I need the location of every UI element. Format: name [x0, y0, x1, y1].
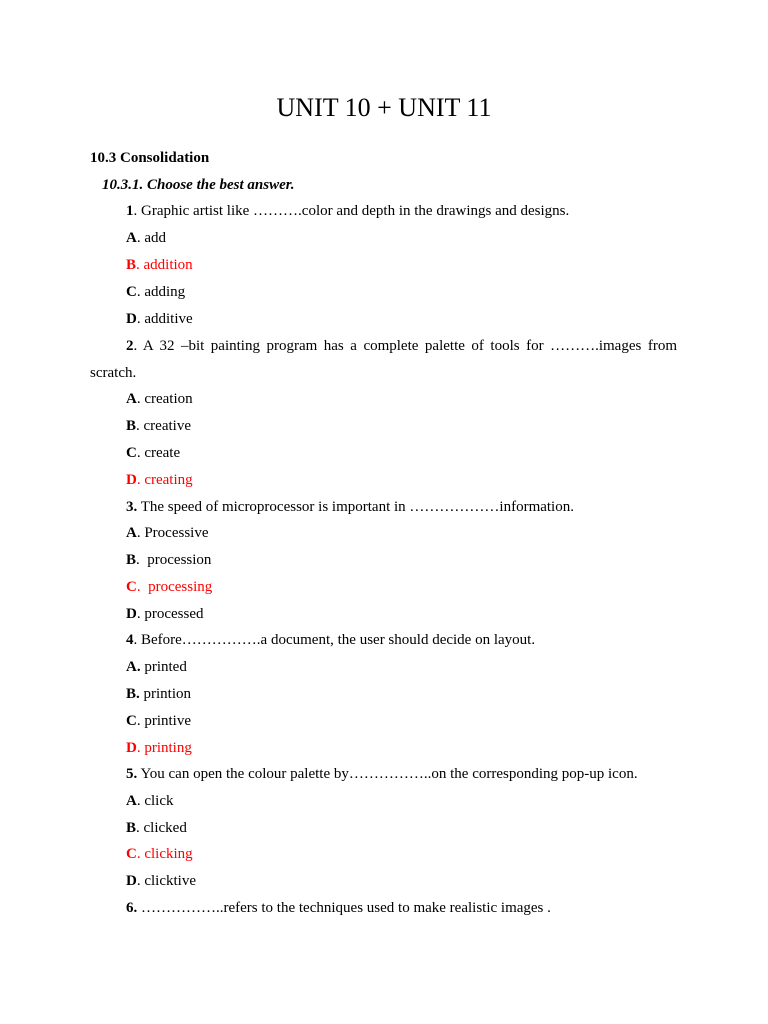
question-3-option-b: B. procession [126, 552, 212, 568]
question-5-option-c-correct: C. clicking [126, 846, 193, 862]
question-2-continuation: scratch. [90, 365, 137, 381]
question-3-option-a: A. Processive [126, 525, 209, 541]
question-5-option-d: D. clicktive [126, 873, 196, 889]
question-2-option-b: B. creative [126, 418, 191, 434]
question-2-option-d-correct: D. creating [126, 472, 193, 488]
question-2-option-c: C. create [126, 445, 181, 461]
question-3: 3. The speed of microprocessor is important in ………………information. [126, 499, 574, 515]
question-4: 4. Before…………….a document, the user should decide on layout. [126, 632, 536, 648]
question-4-option-b: B. printion [126, 686, 192, 702]
section-heading: 10.3 Consolidation [90, 150, 210, 166]
question-2: 2. A 32 –bit painting program has a complete palette of tools for ……….images from [126, 338, 677, 354]
question-2-option-a: A. creation [126, 391, 193, 407]
question-1-option-c: C. adding [126, 284, 186, 300]
page-title: UNIT 10 + UNIT 11 [276, 93, 492, 122]
question-1: 1. Graphic artist like ……….color and depth in the drawings and designs. [126, 203, 570, 219]
question-3-option-d: D. processed [126, 606, 204, 622]
question-5-option-b: B. clicked [126, 820, 187, 836]
question-4-option-d-correct: D. printing [126, 740, 192, 756]
subsection-heading: 10.3.1. Choose the best answer. [102, 177, 295, 193]
question-6: 6. ……………..refers to the techniques used to make realistic images . [126, 900, 551, 916]
question-5: 5. You can open the colour palette by……………..on the corresponding pop-up icon. [126, 766, 638, 782]
question-4-option-a: A. printed [126, 659, 187, 675]
question-1-option-a: A. add [126, 230, 167, 246]
question-1-option-d: D. additive [126, 311, 193, 327]
question-4-option-c: C. printive [126, 713, 191, 729]
question-5-option-a: A. click [126, 793, 174, 809]
question-1-option-b-correct: B. addition [126, 257, 193, 273]
question-3-option-c-correct: C. processing [126, 579, 213, 595]
